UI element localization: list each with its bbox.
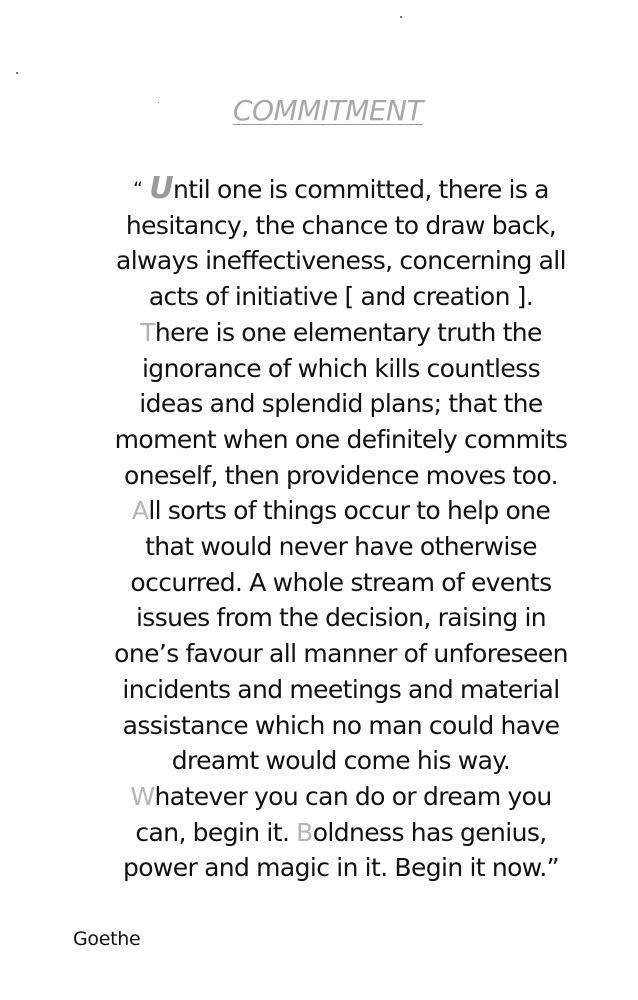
drop-initial: T [140, 317, 155, 347]
quote-line: assistance which no man could have [122, 710, 560, 740]
quote-line: dreamt would come his way. [171, 746, 511, 776]
quote-line [58, 815, 624, 851]
quote-line: oneself, then providence moves too. [124, 460, 558, 490]
quote-line [58, 779, 624, 815]
quote-line: acts of initiative [ and creation ]. [148, 282, 534, 312]
author-attribution: Goethe [73, 928, 141, 950]
quote-line-text: can, begin it. [135, 817, 297, 847]
quote-line: that would never have otherwise [145, 532, 537, 562]
drop-initial: B [296, 817, 313, 847]
quote-line-text: hatever you can do or dream you [154, 781, 552, 811]
quote-line-text: here is one elementary truth the [154, 317, 542, 347]
quote-line [58, 493, 624, 529]
quote-line: power and magic in it. Begin it now.” [122, 853, 560, 883]
scan-speck [16, 72, 18, 74]
drop-initial: W [130, 781, 155, 811]
quote-line [58, 315, 624, 351]
page-title: COMMITMENT [232, 94, 424, 127]
quote-line-text: ntil one is committed, there is a [173, 175, 549, 204]
quote-line-text: ll sorts of things occur to help one [148, 496, 551, 526]
quote-line: ignorance of which kills countless [141, 353, 541, 383]
quote-line: occurred. A whole stream of events [130, 567, 552, 597]
drop-initial: U [149, 171, 174, 206]
quote-line: moment when one definitely commits [114, 424, 568, 454]
quote-line: one’s favour all manner of unforeseen [114, 639, 568, 669]
scan-speck [400, 16, 402, 18]
drop-initial: A [131, 496, 149, 526]
quote-line: always ineffectiveness, concerning all [115, 246, 566, 276]
quote-line [58, 172, 624, 208]
quote-line: issues from the decision, raising in [135, 603, 547, 633]
quote-line: hesitancy, the chance to draw back, [125, 210, 557, 240]
quote-line: incidents and meetings and material [122, 674, 560, 704]
quote-body [58, 172, 624, 886]
quote-line-text: oldness has genius, [312, 817, 547, 847]
quote-line: ideas and splendid plans; that the [139, 389, 543, 419]
opening-quote-mark: “ [133, 178, 143, 200]
